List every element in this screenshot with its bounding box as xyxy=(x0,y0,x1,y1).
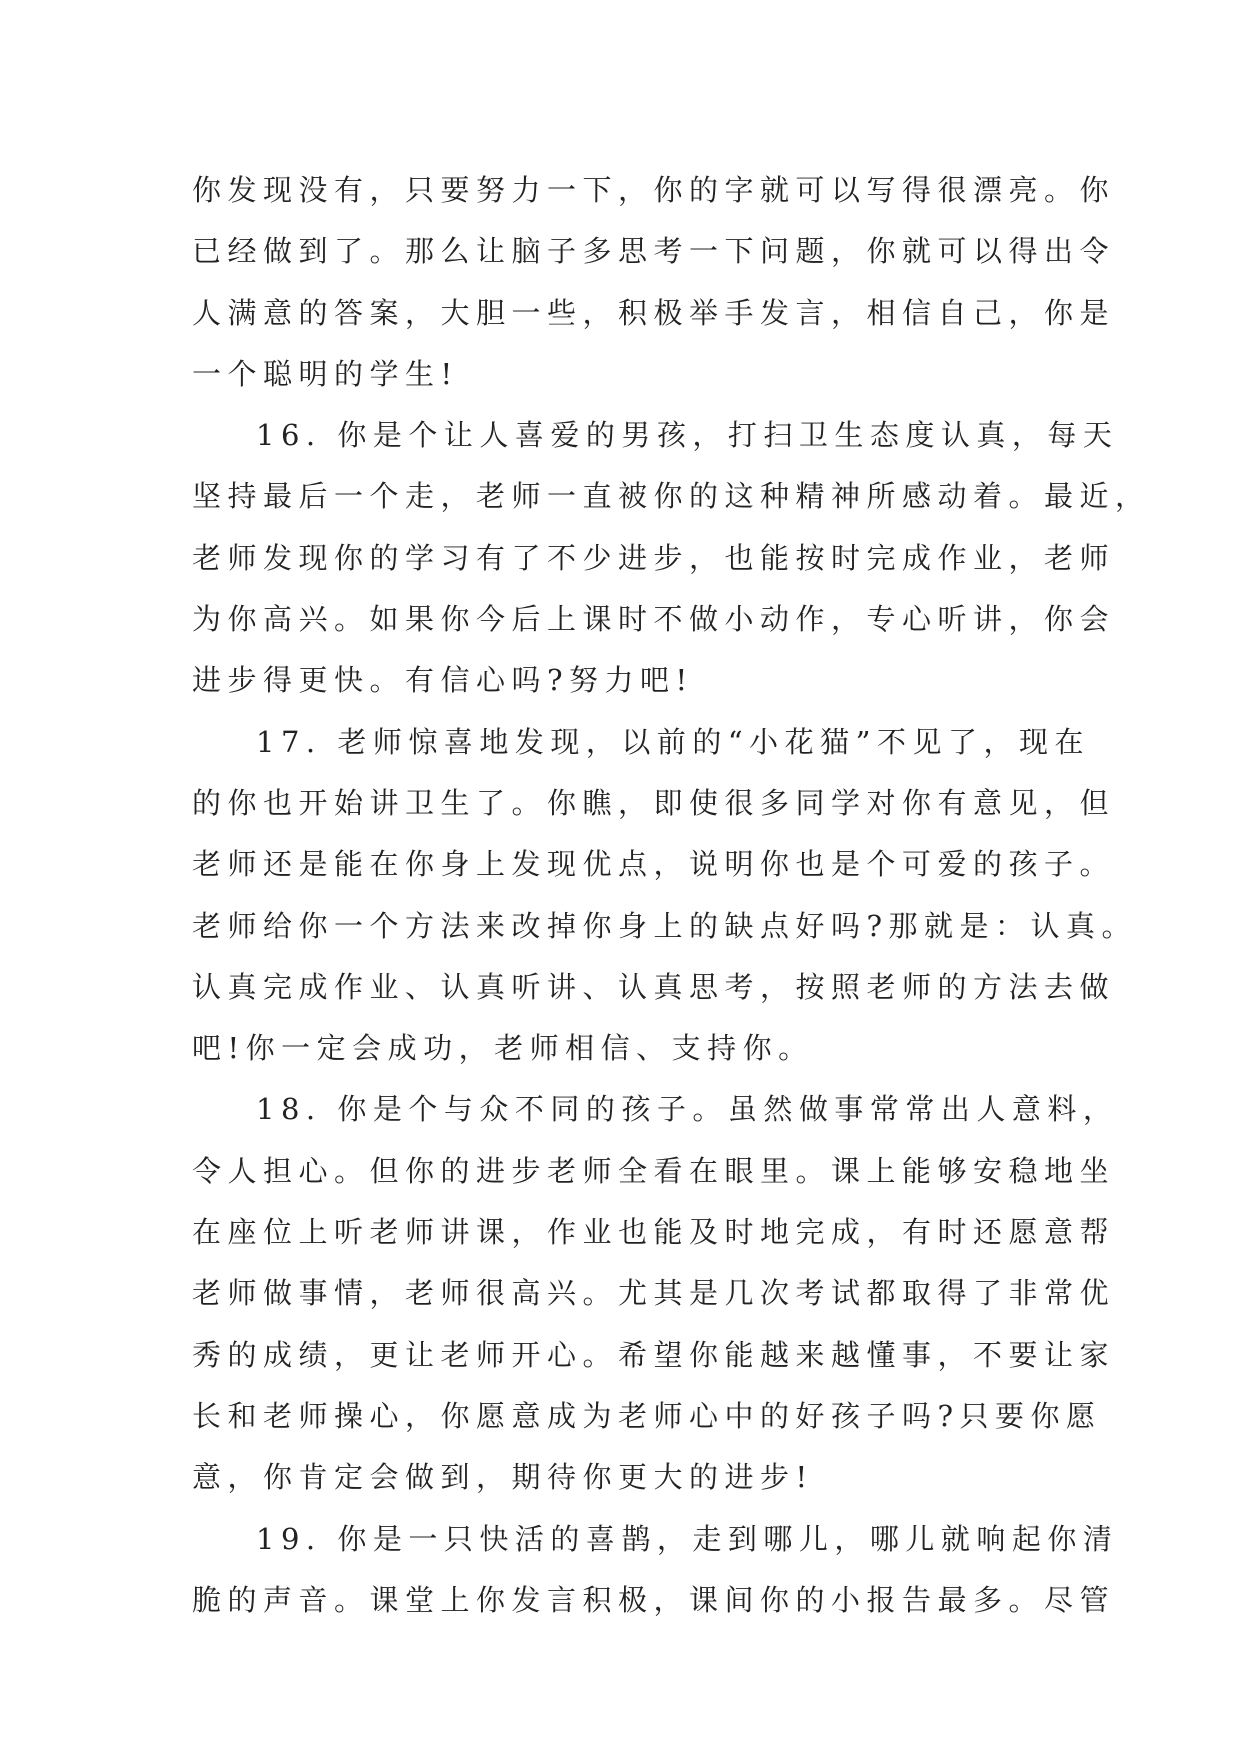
text-line: 老师做事情，老师很高兴。尤其是几次考试都取得了非常优 xyxy=(192,1276,1116,1311)
text-line: 16. 你是个让人喜爱的男孩，打扫卫生态度认真，每天 xyxy=(256,418,1119,453)
paragraph-19 xyxy=(192,1509,1119,1632)
text-line: 老师发现你的学习有了不少进步，也能按时完成作业，老师 xyxy=(192,540,1116,575)
text-line: 已经做到了。那么让脑子多思考一下问题，你就可以得出令 xyxy=(192,234,1116,269)
text-line: 在座位上听老师讲课，作业也能及时地完成，有时还愿意帮 xyxy=(192,1215,1116,1250)
paragraph-17 xyxy=(192,712,1138,1080)
text-line: 一个聪明的学生! xyxy=(192,356,459,391)
paragraph-15-continued xyxy=(192,160,1116,405)
text-line: 17. 老师惊喜地发现，以前的“小花猫”不见了，现在 xyxy=(256,724,1090,759)
text-line: 你发现没有，只要努力一下，你的字就可以写得很漂亮。你 xyxy=(192,173,1116,207)
text-line: 人满意的答案，大胆一些，积极举手发言，相信自己，你是 xyxy=(192,295,1116,330)
text-line: 秀的成绩，更让老师开心。希望你能越来越懂事，不要让家 xyxy=(192,1337,1116,1372)
text-line: 的你也开始讲卫生了。你瞧，即使很多同学对你有意见，但 xyxy=(192,785,1116,820)
text-line: 为你高兴。如果你今后上课时不做小动作，专心听讲，你会 xyxy=(192,602,1116,637)
text-line: 长和老师操心，你愿意成为老师心中的好孩子吗?只要你愿 xyxy=(192,1398,1102,1433)
text-line: 19. 你是一只快活的喜鹊，走到哪儿，哪儿就响起你清 xyxy=(256,1521,1119,1556)
paragraph-18 xyxy=(192,1079,1119,1508)
text-line: 意，你肯定会做到，期待你更大的进步! xyxy=(192,1460,814,1495)
text-line: 脆的声音。课堂上你发言积极，课间你的小报告最多。尽管 xyxy=(192,1582,1116,1617)
text-line: 老师还是能在你身上发现优点，说明你也是个可爱的孩子。 xyxy=(192,847,1116,882)
text-line: 吧!你一定会成功，老师相信、支持你。 xyxy=(192,1031,814,1066)
text-line: 老师给你一个方法来改掉你身上的缺点好吗?那就是：认真。 xyxy=(192,908,1138,943)
text-line: 令人担心。但你的进步老师全看在眼里。课上能够安稳地坐 xyxy=(192,1153,1116,1188)
paragraph-16 xyxy=(192,405,1151,711)
text-line: 18. 你是个与众不同的孩子。虽然做事常常出人意料， xyxy=(256,1092,1119,1127)
document-body xyxy=(192,160,1151,1631)
text-line: 进步得更快。有信心吗?努力吧! xyxy=(192,663,694,698)
text-line: 坚持最后一个走，老师一直被你的这种精神所感动着。最近， xyxy=(192,479,1151,514)
text-line: 认真完成作业、认真听讲、认真思考，按照老师的方法去做 xyxy=(192,969,1116,1004)
